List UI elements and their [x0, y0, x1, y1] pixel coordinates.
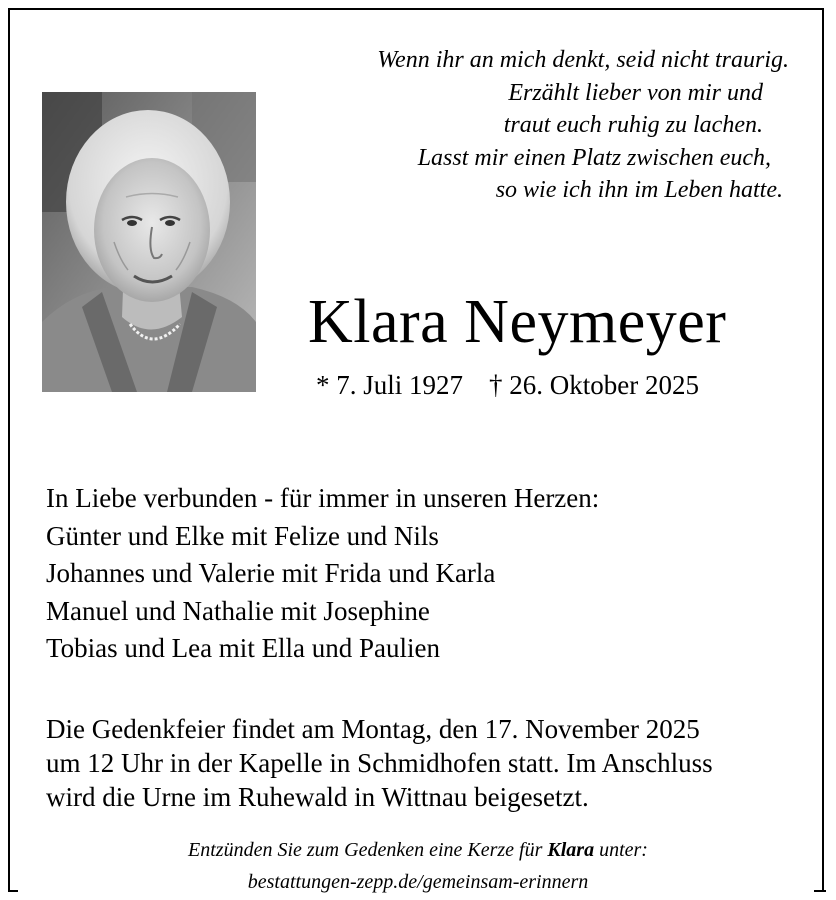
poem-line: traut euch ruhig zu lachen.: [503, 112, 763, 138]
service-line: wird die Urne im Ruhewald in Wittnau beigesetzt.: [46, 782, 589, 812]
poem-line: Lasst mir einen Platz zwischen euch,: [417, 144, 771, 171]
family-member-line: Manuel und Nathalie mit Josephine: [46, 595, 430, 626]
life-dates: [316, 368, 699, 402]
candle-text: [0, 834, 836, 866]
poem-line: Erzählt lieber von mir und: [508, 79, 763, 106]
poem-line: Wenn ihr an mich denkt, seid nicht traurig.: [377, 47, 789, 73]
candle-invitation: [0, 834, 836, 898]
candle-prefix: Entzünden Sie zum Gedenken eine Kerze für: [188, 839, 548, 861]
poem-line: so wie ich ihn im Leben hatte.: [495, 177, 783, 203]
deceased-name: Klara Neymeyer: [308, 288, 727, 356]
family-member-line: Günter und Elke mit Felize und Nils: [46, 520, 439, 551]
service-line: Die Gedenkfeier findet am Montag, den 17. November 2025: [46, 714, 700, 744]
candle-suffix: unter:: [594, 839, 648, 861]
birth-date: * 7. Juli 1927: [316, 370, 464, 400]
service-line: um 12 Uhr in der Kapelle in Schmidhofen statt. Im Anschluss: [46, 748, 713, 778]
death-date: † 26. Oktober 2025: [489, 370, 699, 400]
family-member-line: Johannes und Valerie mit Frida und Karla: [46, 558, 496, 588]
family-list: [46, 480, 599, 668]
candle-url[interactable]: bestattungen-zepp.de/gemeinsam-erinnern: [247, 871, 589, 893]
memorial-service-info: [46, 712, 713, 814]
portrait-photo: [42, 92, 256, 392]
portrait-illustration: [42, 92, 256, 392]
memorial-poem: [377, 44, 789, 207]
candle-name: Klara: [547, 839, 595, 861]
family-intro: In Liebe verbunden - für immer in unseren Herzen:: [46, 483, 600, 513]
family-member-line: Tobias und Lea mit Ella und Paulien: [46, 633, 441, 663]
